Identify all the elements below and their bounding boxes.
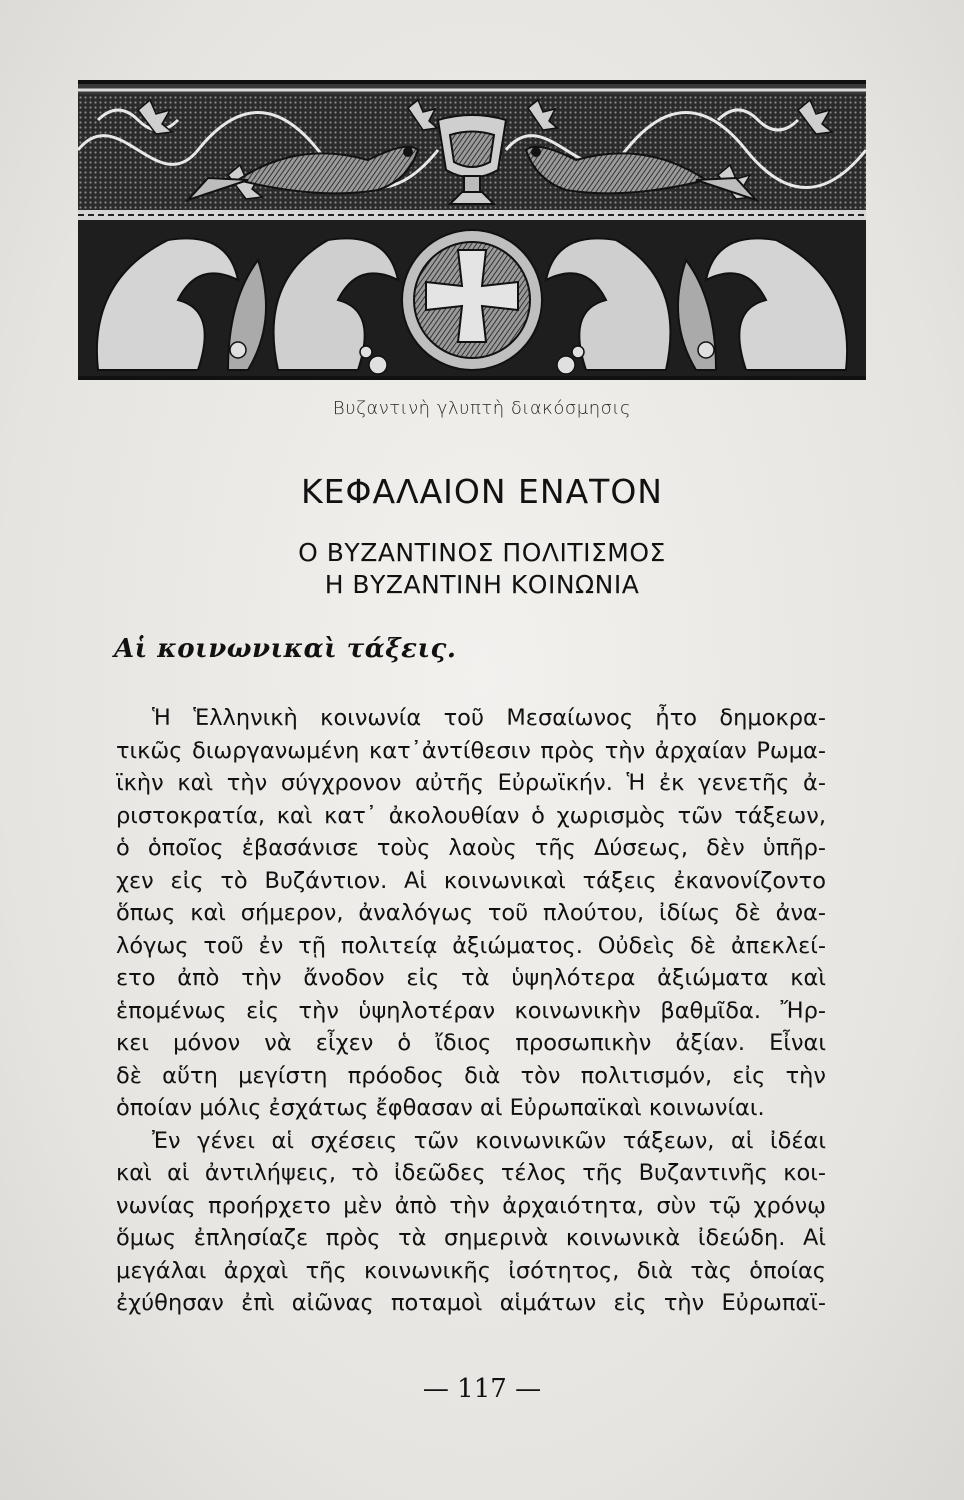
text-line: ὅμως ἐπλησίαζε πρὸς τὰ σημερινὰ κοινωνικὰ ἰδεώδη. Αἱ <box>116 1225 826 1251</box>
text-line: Ἡ Ἑλληνικὴ κοινωνία τοῦ Μεσαίωνος ἦτο δημοκρα- <box>152 705 826 731</box>
text-line: ἑπομένως εἰς τὴν ὑψηλοτέραν κοινωνικὴν βαθμῖδα. Ἤρ- <box>116 997 826 1024</box>
text-line: ἐχύθησαν ἐπὶ αἰῶνας ποταμοὶ αἱμάτων εἰς τὴν Εὐρωπαϊ- <box>116 1290 826 1316</box>
text-line: κει μόνον νὰ εἶχεν ὁ ἴδιος προσωπικὴν ἀξίαν. Εἶναι <box>116 1030 826 1056</box>
text-line: μεγάλαι ἀρχαὶ τῆς κοινωνικῆς ἰσότητος, διὰ τὰς ὁποίας <box>116 1257 826 1284</box>
byzantine-relief-illustration <box>78 80 866 380</box>
text-line: καὶ αἱ ἀντιλήψεις, τὸ ἰδεῶδες τέλος τῆς Βυζαντινῆς κοι- <box>116 1160 826 1186</box>
body-text <box>116 702 826 1320</box>
text-line: ὁ ὁποῖος ἐβασάνισε τοὺς λαοὺς τῆς Δύσεως, δὲν ὑπῆρ- <box>116 835 826 861</box>
text-line: χεν εἰς τὸ Βυζάντιον. Αἱ κοινωνικαὶ τάξεις ἐκανονίζοντο <box>116 867 826 894</box>
text-line: δὲ αὕτη μεγίστη πρόοδος διὰ τὸν πολιτισμόν, εἰς τὴν <box>116 1062 826 1089</box>
chapter-subtitle-1: Ο ΒΥΖΑΝΤΙΝΟΣ ΠΟΛΙΤΙΣΜΟΣ <box>298 538 666 567</box>
text-line: ετο ἀπὸ τὴν ἄνοδον εἰς τὰ ὑψηλότερα ἀξιώματα καὶ <box>116 965 826 991</box>
illustration-caption: Βυζαντινὴ γλυπτὴ διακόσμησις <box>332 398 632 419</box>
chapter-subtitle-2: Η ΒΥΖΑΝΤΙΝΗ ΚΟΙΝΩΝΙΑ <box>324 570 640 599</box>
chapter-heading: ΚΕΦΑΛΑΙΟΝ ΕΝΑΤΟΝ <box>300 472 663 511</box>
text-line: λόγως τοῦ ἐν τῇ πολιτείᾳ ἀξιώματος. Οὐδεὶς δὲ ἀπεκλεί- <box>116 932 826 959</box>
text-line: ϊκὴν καὶ τὴν σύγχρονον αὐτῆς Εὐρωϊκήν. Ἡ ἐκ γενετῆς ἀ- <box>116 770 826 796</box>
section-heading: Αἱ κοινωνικαὶ τάξεις. <box>114 634 457 664</box>
text-line: ριστοκρατία, καὶ κατ᾽ ἀκολουθίαν ὁ χωρισμὸς τῶν τάξεων, <box>116 802 826 829</box>
text-line: ὅπως καὶ σήμερον, ἀναλόγως τοῦ πλούτου, ἰδίως δὲ ἀνα- <box>116 900 826 926</box>
page-number: — 117 — <box>422 1374 542 1404</box>
text-line: ὁποίαν μόλις ἐσχάτως ἔφθασαν αἱ Εὐρωπαϊκαὶ κοινωνίαι. <box>116 1095 765 1121</box>
text-line: Ἐν γένει αἱ σχέσεις τῶν κοινωνικῶν τάξεων, αἱ ἰδέαι <box>152 1127 826 1154</box>
text-line: νωνίας προήρχετο μὲν ἀπὸ τὴν ἀρχαιότητα, σὺν τῷ χρόνῳ <box>116 1192 826 1219</box>
text-line: τικῶς διωργανωμένη κατ᾽ἀντίθεσιν πρὸς τὴν ἀρχαίαν Ρωμα- <box>116 737 826 764</box>
